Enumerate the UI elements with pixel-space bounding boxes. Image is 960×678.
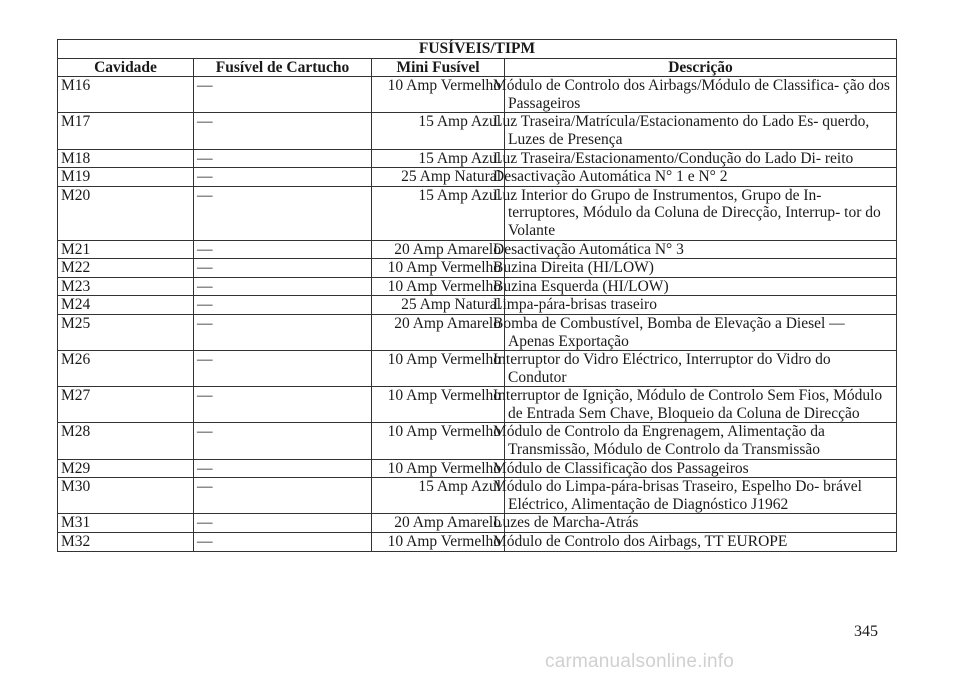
page-number: 345: [854, 623, 878, 640]
table-title: FUSÍVEIS/TIPM: [58, 40, 897, 59]
header-mini-fusivel: Mini Fusível: [372, 58, 505, 77]
descricao-cell: Luz Traseira/Matrícula/Estacionamento do Lado Es- querdo, Luzes de Presença: [505, 113, 897, 149]
mini-fusivel-cell: 10 Amp Vermelho: [372, 387, 505, 423]
cavidade-cell: M30: [58, 478, 194, 514]
descricao-cell: Luzes de Marcha-Atrás: [505, 514, 897, 533]
descricao-cell: Módulo do Limpa-pára-brisas Traseiro, Espelho Do- brável Eléctrico, Alimentação de Diagnóstico J1962: [505, 478, 897, 514]
cavidade-cell: M29: [58, 459, 194, 478]
fusivel-cartucho-cell: —: [194, 533, 372, 552]
fusivel-cartucho-cell: —: [194, 296, 372, 315]
table-row: [58, 423, 897, 459]
descricao-cell: Buzina Esquerda (HI/LOW): [505, 277, 897, 296]
mini-fusivel-cell: 25 Amp Natural: [372, 168, 505, 187]
fusivel-cartucho-cell: —: [194, 186, 372, 240]
header-fusivel-cartucho: Fusível de Cartucho: [194, 58, 372, 77]
cavidade-cell: M20: [58, 186, 194, 240]
mini-fusivel-cell: 20 Amp Amarelo: [372, 314, 505, 350]
table-row: [58, 296, 897, 315]
descricao-cell: Interruptor do Vidro Eléctrico, Interruptor do Vidro do Condutor: [505, 351, 897, 387]
fusivel-cartucho-cell: —: [194, 240, 372, 259]
descricao-cell: Módulo de Controlo dos Airbags, TT EUROPE: [505, 533, 897, 552]
cavidade-cell: M16: [58, 77, 194, 113]
table-row: [58, 314, 897, 350]
descricao-cell: Interruptor de Ignição, Módulo de Controlo Sem Fios, Módulo de Entrada Sem Chave, Bloqueio da Coluna de Direcção: [505, 387, 897, 423]
table-row: [58, 514, 897, 533]
cavidade-cell: M23: [58, 277, 194, 296]
mini-fusivel-cell: 15 Amp Azul: [372, 149, 505, 168]
mini-fusivel-cell: 15 Amp Azul: [372, 478, 505, 514]
descricao-cell: Bomba de Combustível, Bomba de Elevação a Diesel — Apenas Exportação: [505, 314, 897, 350]
fusivel-cartucho-cell: —: [194, 149, 372, 168]
descricao-cell: Limpa-pára-brisas traseiro: [505, 296, 897, 315]
fuse-table: [57, 39, 897, 552]
fusivel-cartucho-cell: —: [194, 77, 372, 113]
cavidade-cell: M31: [58, 514, 194, 533]
cavidade-cell: M19: [58, 168, 194, 187]
descricao-cell: Luz Interior do Grupo de Instrumentos, Grupo de In- terruptores, Módulo da Coluna de Direcção, Interrup- tor do Volante: [505, 186, 897, 240]
descricao-cell: Luz Traseira/Estacionamento/Condução do Lado Di- reito: [505, 149, 897, 168]
fusivel-cartucho-cell: —: [194, 277, 372, 296]
table-row: [58, 351, 897, 387]
fusivel-cartucho-cell: —: [194, 423, 372, 459]
table-row: [58, 240, 897, 259]
cavidade-cell: M28: [58, 423, 194, 459]
fusivel-cartucho-cell: —: [194, 168, 372, 187]
descricao-cell: Desactivação Automática N° 3: [505, 240, 897, 259]
mini-fusivel-cell: 10 Amp Vermelho: [372, 259, 505, 278]
fusivel-cartucho-cell: —: [194, 259, 372, 278]
mini-fusivel-cell: 20 Amp Amarelo: [372, 240, 505, 259]
mini-fusivel-cell: 20 Amp Amarelo: [372, 514, 505, 533]
table-row: [58, 149, 897, 168]
watermark: carmanualsonline.info: [545, 651, 735, 672]
cavidade-cell: M26: [58, 351, 194, 387]
table-row: [58, 113, 897, 149]
fusivel-cartucho-cell: —: [194, 113, 372, 149]
table-row: [58, 533, 897, 552]
table-row: [58, 259, 897, 278]
cavidade-cell: M32: [58, 533, 194, 552]
table-row: [58, 186, 897, 240]
table-row: [58, 77, 897, 113]
cavidade-cell: M21: [58, 240, 194, 259]
cavidade-cell: M27: [58, 387, 194, 423]
table-body: [58, 77, 897, 551]
table-row: [58, 277, 897, 296]
mini-fusivel-cell: 15 Amp Azul: [372, 113, 505, 149]
fusivel-cartucho-cell: —: [194, 351, 372, 387]
table-title-row: [58, 40, 897, 59]
descricao-cell: Buzina Direita (HI/LOW): [505, 259, 897, 278]
header-cavidade: Cavidade: [58, 58, 194, 77]
cavidade-cell: M18: [58, 149, 194, 168]
descricao-cell: Desactivação Automática N° 1 e N° 2: [505, 168, 897, 187]
mini-fusivel-cell: 10 Amp Vermelho: [372, 423, 505, 459]
table-row: [58, 478, 897, 514]
mini-fusivel-cell: 25 Amp Natural: [372, 296, 505, 315]
descricao-cell: Módulo de Controlo dos Airbags/Módulo de Classifica- ção dos Passageiros: [505, 77, 897, 113]
cavidade-cell: M22: [58, 259, 194, 278]
fusivel-cartucho-cell: —: [194, 387, 372, 423]
table-row: [58, 387, 897, 423]
mini-fusivel-cell: 10 Amp Vermelho: [372, 459, 505, 478]
mini-fusivel-cell: 10 Amp Vermelho: [372, 351, 505, 387]
fusivel-cartucho-cell: —: [194, 478, 372, 514]
table-row: [58, 459, 897, 478]
cavidade-cell: M25: [58, 314, 194, 350]
cavidade-cell: M24: [58, 296, 194, 315]
mini-fusivel-cell: 15 Amp Azul: [372, 186, 505, 240]
header-descricao: Descrição: [505, 58, 897, 77]
table-header-row: [58, 58, 897, 77]
fusivel-cartucho-cell: —: [194, 459, 372, 478]
mini-fusivel-cell: 10 Amp Vermelho: [372, 77, 505, 113]
descricao-cell: Módulo de Classificação dos Passageiros: [505, 459, 897, 478]
fusivel-cartucho-cell: —: [194, 514, 372, 533]
fusivel-cartucho-cell: —: [194, 314, 372, 350]
mini-fusivel-cell: 10 Amp Vermelho: [372, 533, 505, 552]
mini-fusivel-cell: 10 Amp Vermelho: [372, 277, 505, 296]
cavidade-cell: M17: [58, 113, 194, 149]
descricao-cell: Módulo de Controlo da Engrenagem, Alimentação da Transmissão, Módulo de Controlo da Transmissão: [505, 423, 897, 459]
table-row: [58, 168, 897, 187]
